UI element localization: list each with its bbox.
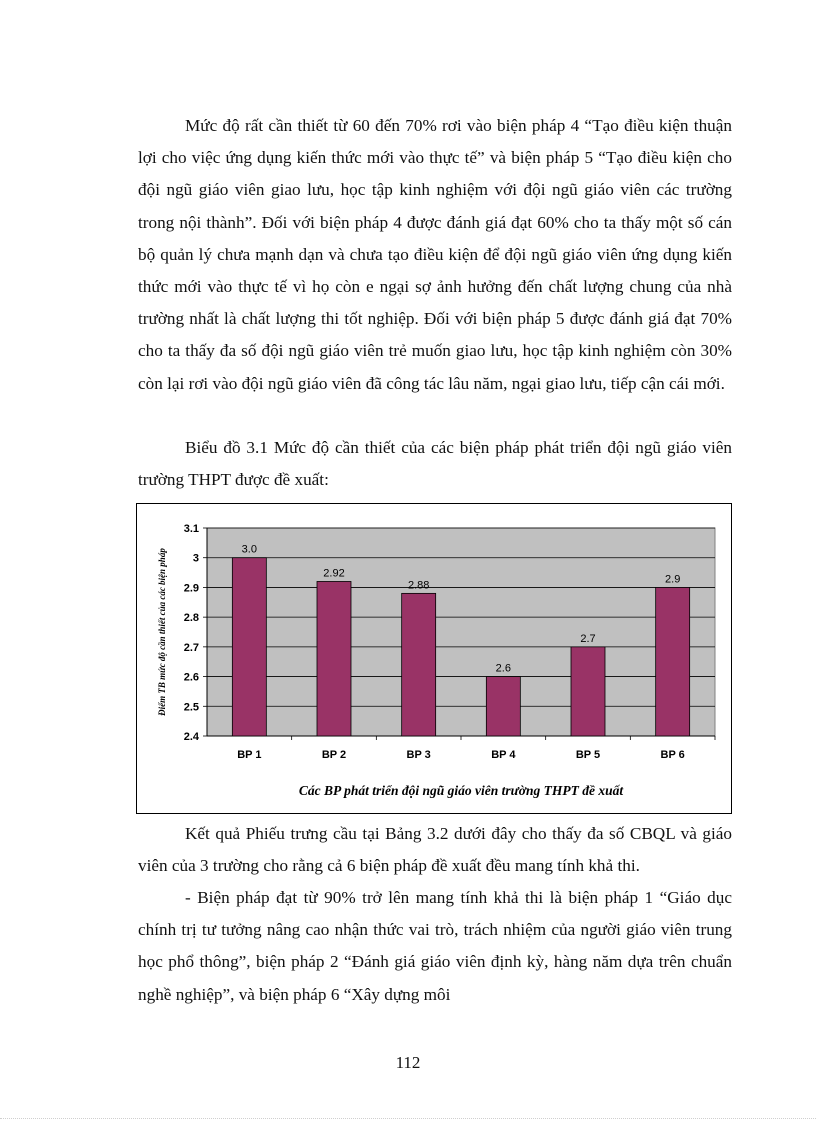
chart-caption: Biểu đồ 3.1 Mức độ cần thiết của các biện pháp phát triển đội ngũ giáo viên trường THPT được đề xuất: (138, 438, 732, 490)
x-tick-label: BP 2 (321, 749, 347, 761)
bar (317, 581, 351, 736)
data-label: 2.88 (407, 579, 430, 592)
x-tick-label: BP 3 (406, 749, 431, 761)
paragraph-1: Mức độ rất cần thiết từ 60 đến 70% rơi vào biện pháp 4 “Tạo điều kiện thuận lợi cho việc ứng dụng kiến thức mới vào thực tế” và biện pháp 5 “Tạo điều kiện cho đội ngũ giáo viên giao lưu, học tập kinh nghiệm với đội ngũ giáo viên các trường trong nội thành”. Đối với biện pháp 4 được đánh giá đạt 60% cho ta thấy một số cán bộ quản lý chưa mạnh dạn và chưa tạo điều kiện để đội ngũ giáo viên ứng dụng kiến thức mới vào thực tế vì họ còn e ngại sợ ảnh hưởng đến chất lượng chung của nhà trường nhất là chất lượng thi tốt nghiệp. Đối với biện pháp 5 được đánh giá đạt 70% cho ta thấy đa số đội ngũ giáo viên trẻ muốn giao lưu, học tập kinh nghiệm còn 30% còn lại rơi vào đội ngũ giáo viên đã công tác lâu năm, ngại giao lưu, tiếp cận cái mới. (138, 116, 732, 393)
chart-svg (137, 504, 733, 815)
bar (486, 677, 520, 736)
y-tick-label: 3 (192, 552, 199, 565)
bar (571, 647, 605, 736)
y-tick-label: 2.6 (183, 671, 199, 684)
page-bottom-divider (0, 1118, 816, 1119)
data-label: 2.7 (580, 632, 596, 645)
x-tick-label: BP 1 (237, 749, 262, 761)
data-label: 3.0 (241, 543, 257, 556)
paragraph-2: Kết quả Phiếu trưng cầu tại Bảng 3.2 dưới đây cho thấy đa số CBQL và giáo viên của 3 trường cho rằng cả 6 biện pháp đề xuất đều mang tính khả thi. (138, 824, 732, 876)
bar (402, 593, 436, 736)
bar-chart (136, 503, 732, 814)
x-tick-label: BP 4 (491, 749, 516, 761)
bar (656, 587, 690, 736)
x-tick-label: BP 5 (575, 749, 601, 761)
y-axis-title: Điểm TB mức độ cần thiết của các biện pháp (157, 548, 167, 716)
y-tick-label: 2.8 (183, 612, 199, 625)
page-number: 112 (395, 1053, 421, 1072)
x-tick-label: BP 6 (660, 749, 685, 761)
y-tick-label: 2.5 (183, 701, 199, 714)
y-tick-label: 2.4 (183, 731, 199, 743)
data-label: 2.9 (665, 573, 681, 586)
y-tick-label: 2.9 (183, 582, 199, 595)
bar (232, 558, 266, 736)
plot-area (207, 528, 715, 736)
x-axis-title: Các BP phát triển đội ngũ giáo viên trường THPT đề xuất (298, 783, 624, 798)
data-label: 2.92 (323, 567, 345, 580)
y-tick-label: 3.1 (183, 523, 199, 535)
y-tick-label: 2.7 (183, 641, 199, 654)
paragraph-3: - Biện pháp đạt từ 90% trở lên mang tính khả thi là biện pháp 1 “Giáo dục chính trị tư tưởng nâng cao nhận thức vai trò, trách nhiệm của người giáo viên trung học phổ thông”, biện pháp 2 “Đánh giá giáo viên định kỳ, hàng năm dựa trên chuẩn nghề nghiệp”, và biện pháp 6 “Xây dựng môi (138, 888, 732, 1004)
data-label: 2.6 (495, 662, 511, 675)
